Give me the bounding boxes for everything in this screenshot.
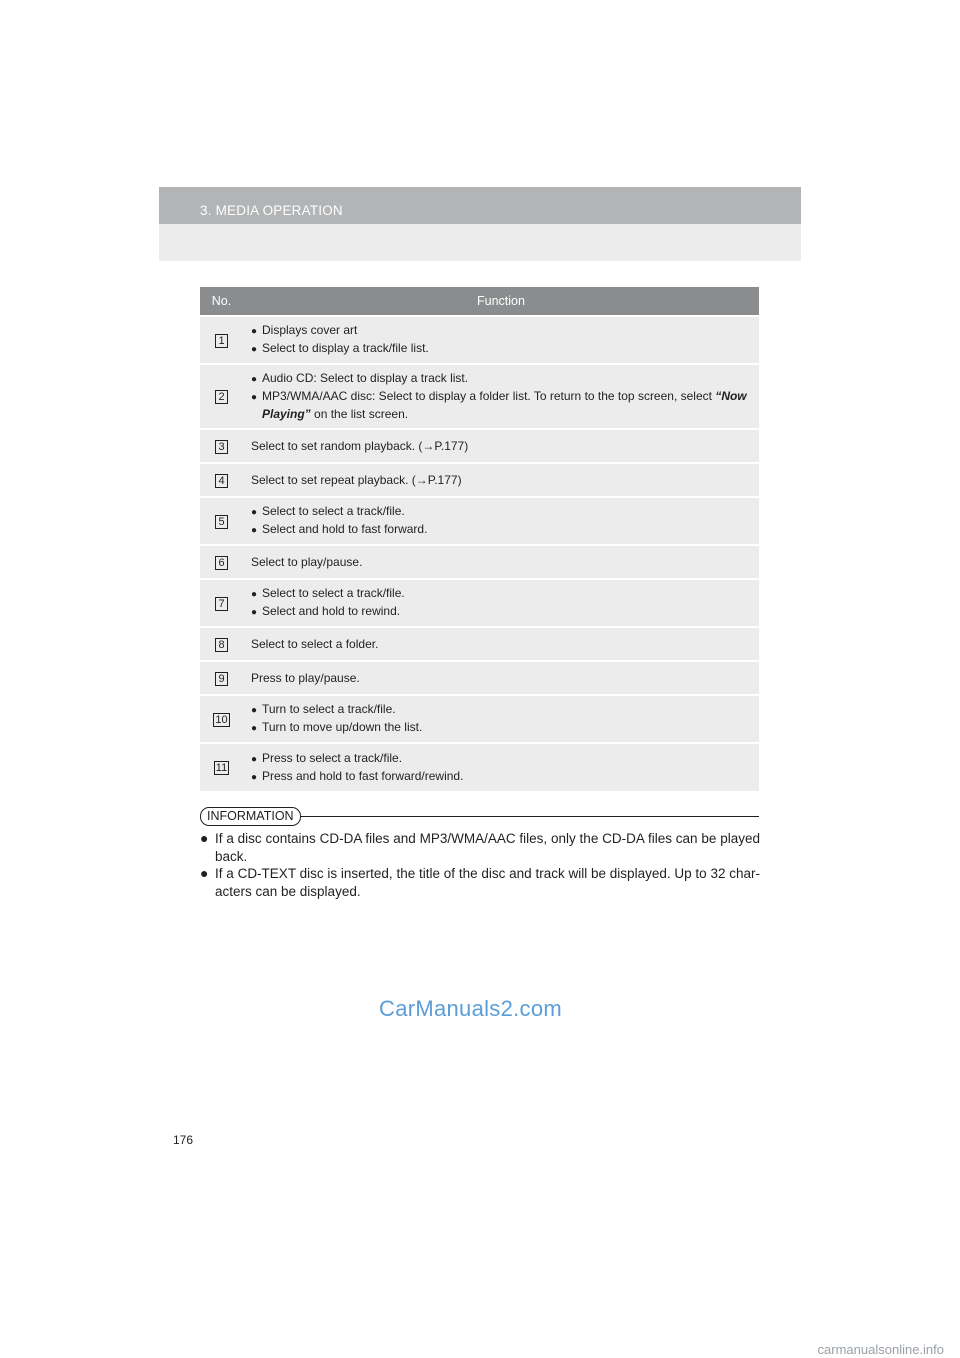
- function-line: [251, 719, 751, 737]
- information-divider: [300, 816, 759, 817]
- bullet-dot-icon: ●: [251, 392, 258, 403]
- bullet-dot-icon: ●: [251, 344, 258, 355]
- function-line: [251, 636, 751, 653]
- function-line-text: Audio CD: Select to display a track list.: [262, 371, 469, 385]
- bullet-dot-icon: ●: [251, 771, 258, 783]
- row-number-cell: [200, 661, 243, 695]
- section-header-subband: [159, 224, 801, 261]
- bullet-dot-icon: ●: [251, 705, 258, 716]
- bullet-dot-icon: ●: [251, 507, 258, 518]
- table-row: [200, 743, 759, 791]
- row-function-cell: [243, 463, 759, 497]
- function-line-text: Select to select a track/file.: [262, 586, 405, 600]
- function-line: [251, 603, 751, 621]
- table-row: [200, 429, 759, 463]
- row-function-cell: [243, 695, 759, 743]
- row-function-cell: [243, 627, 759, 661]
- row-number-cell: [200, 545, 243, 579]
- bullet-dot-icon: ●: [251, 525, 258, 536]
- footer-brand[interactable]: carmanualsonline.info: [817, 1342, 944, 1357]
- function-line: [251, 670, 751, 687]
- row-function-cell: [243, 545, 759, 579]
- function-line: [251, 521, 751, 539]
- section-title: 3. MEDIA OPERATION: [200, 203, 343, 218]
- function-line: [251, 340, 751, 358]
- function-line-text: Press and hold to fast forward/rewind.: [262, 768, 464, 783]
- function-line-text: Select and hold to fast forward.: [262, 522, 428, 536]
- function-line: [251, 388, 751, 423]
- function-line-text: Select to play/pause.: [251, 554, 363, 569]
- row-number-cell: [200, 316, 243, 364]
- bullet-dot-icon: ●: [251, 589, 258, 600]
- table-body: [200, 316, 759, 791]
- information-list: [200, 830, 760, 900]
- table-row: [200, 316, 759, 364]
- function-line-text: Select to set random playback. (→P.177): [251, 438, 469, 453]
- function-line-text: Press to select a track/file.: [262, 750, 403, 765]
- row-function-cell: [243, 579, 759, 627]
- row-number-badge: 4: [215, 474, 228, 488]
- row-number-badge: 11: [215, 762, 228, 774]
- function-line-text: Select to set repeat playback. (→P.177): [251, 472, 462, 487]
- row-function-cell: [243, 743, 759, 791]
- column-header-no: No.: [200, 287, 243, 316]
- function-table: [200, 287, 759, 791]
- function-line: [251, 701, 751, 719]
- bullet-dot-icon: ●: [200, 830, 209, 846]
- table-row: [200, 627, 759, 661]
- table-row: [200, 497, 759, 545]
- information-label: INFORMATION: [200, 807, 301, 826]
- row-number-badge: 6: [215, 556, 228, 570]
- page-number: 176: [173, 1133, 194, 1147]
- bullet-dot-icon: ●: [251, 753, 258, 765]
- function-line: [251, 585, 751, 603]
- information-item-text: If a disc contains CD-DA files and MP3/WMA/AAC files, only the CD-DA files can be played back.: [215, 831, 760, 864]
- row-function-cell: [243, 364, 759, 429]
- table-row: [200, 579, 759, 627]
- function-line-text: MP3/WMA/AAC disc: Select to display a folder list. To return to the top screen, select: [262, 389, 716, 403]
- function-line: [251, 370, 751, 388]
- row-function-cell: [243, 316, 759, 364]
- table-header-row: [200, 287, 759, 316]
- information-item: [200, 865, 760, 900]
- row-number-cell: [200, 743, 243, 791]
- bullet-dot-icon: ●: [251, 374, 258, 385]
- function-line-text: Select and hold to rewind.: [262, 604, 401, 618]
- function-line-text: Displays cover art: [262, 323, 358, 337]
- column-header-function: Function: [243, 287, 759, 316]
- table-row: [200, 463, 759, 497]
- row-number-badge: 5: [215, 515, 228, 529]
- function-line-text: Select to select a track/file.: [262, 504, 405, 518]
- function-line: [251, 438, 751, 455]
- table-row: [200, 661, 759, 695]
- row-number-cell: [200, 429, 243, 463]
- section-header-band: [159, 187, 801, 224]
- row-number-badge: 2: [215, 390, 228, 404]
- row-number-badge: 10: [215, 713, 228, 726]
- row-number-badge: 3: [215, 440, 228, 454]
- row-function-cell: [243, 661, 759, 695]
- function-line-emphasis: “Now Playing”: [262, 389, 747, 421]
- function-line: [251, 554, 751, 571]
- function-line-text: Select to select a folder.: [251, 636, 379, 651]
- row-number-cell: [200, 463, 243, 497]
- bullet-dot-icon: ●: [251, 326, 258, 337]
- information-item-text: If a CD-TEXT disc is inserted, the title of the disc and track will be displayed. Up to 32 char-acters can be displayed.: [215, 866, 760, 899]
- table-row: [200, 364, 759, 429]
- row-number-cell: [200, 364, 243, 429]
- row-number-badge: 8: [215, 638, 228, 652]
- function-line-text: Select to display a track/file list.: [262, 341, 429, 355]
- function-line: [251, 472, 751, 489]
- function-line-text: Turn to move up/down the list.: [262, 720, 423, 734]
- function-line: [251, 768, 751, 786]
- bullet-dot-icon: ●: [251, 607, 258, 618]
- row-number-cell: [200, 695, 243, 743]
- row-number-badge: 7: [215, 597, 228, 611]
- row-function-cell: [243, 497, 759, 545]
- table-row: [200, 545, 759, 579]
- bullet-dot-icon: ●: [200, 865, 209, 881]
- table-row: [200, 695, 759, 743]
- row-number-badge: 1: [215, 334, 228, 348]
- function-line-text: Turn to select a track/file.: [262, 702, 396, 716]
- row-number-cell: [200, 579, 243, 627]
- function-line: [251, 750, 751, 768]
- watermark-text[interactable]: CarManuals2.com: [379, 996, 563, 1021]
- row-number-cell: [200, 627, 243, 661]
- function-line: [251, 322, 751, 340]
- row-function-cell: [243, 429, 759, 463]
- row-number-cell: [200, 497, 243, 545]
- function-line: [251, 503, 751, 521]
- row-number-badge: 9: [215, 672, 228, 686]
- function-line-text: Press to play/pause.: [251, 670, 360, 685]
- bullet-dot-icon: ●: [251, 723, 258, 734]
- function-line-text-after: on the list screen.: [310, 407, 409, 421]
- information-item: [200, 830, 760, 865]
